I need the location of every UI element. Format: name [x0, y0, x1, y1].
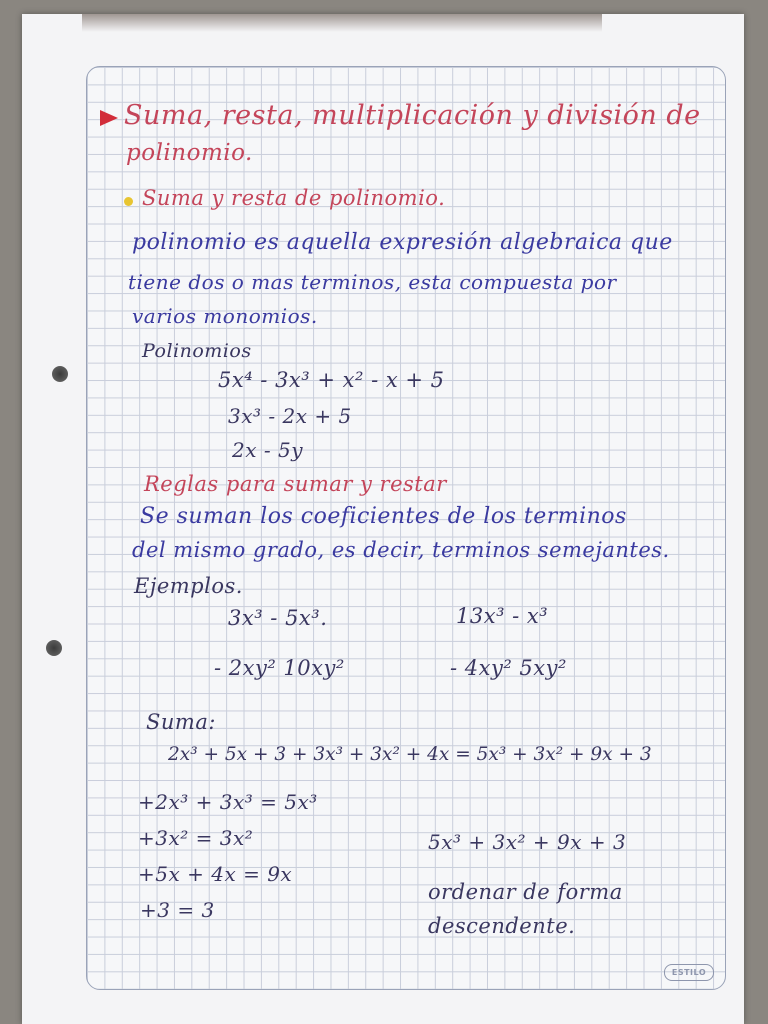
- sum-equation: 2x³ + 5x + 3 + 3x³ + 3x² + 4x = 5x³ + 3x² + 9x + 3: [168, 744, 652, 765]
- title-line-2: polinomio.: [126, 140, 253, 166]
- definition-line-3: varios monomios.: [132, 304, 318, 328]
- polynomial-example-2: 3x³ - 2x + 5: [228, 404, 352, 428]
- red-triangle-bullet-icon: [100, 110, 118, 126]
- sum-step-1: +2x³ + 3x³ = 5x³: [138, 790, 318, 814]
- polynomial-example-1: 5x⁴ - 3x³ + x² - x + 5: [218, 368, 445, 392]
- page-shadow: [82, 14, 602, 32]
- sum-step-2: +3x² = 3x²: [138, 826, 254, 850]
- rules-heading: Reglas para sumar y restar: [144, 472, 447, 496]
- example-2a: - 2xy² 10xy²: [214, 656, 345, 680]
- ejemplos-heading: Ejemplos.: [134, 574, 243, 598]
- title-line-1: Suma, resta, multiplicación y división de: [124, 100, 701, 131]
- sum-result: 5x³ + 3x² + 9x + 3: [428, 830, 627, 854]
- rule-line-1: Se suman los coeficientes de los terminos: [140, 504, 627, 529]
- brand-logo: ESTILO: [664, 964, 714, 981]
- sum-step-3: +5x + 4x = 9x: [138, 862, 293, 886]
- suma-heading: Suma:: [146, 710, 216, 734]
- binder-hole-icon: [46, 640, 62, 656]
- example-2b: - 4xy² 5xy²: [450, 656, 567, 680]
- order-note-1: ordenar de forma: [428, 880, 623, 904]
- definition-line-2: tiene dos o mas terminos, esta compuesta por: [128, 270, 617, 294]
- example-1b: 13x³ - x³: [456, 604, 549, 628]
- binder-hole-icon: [52, 366, 68, 382]
- order-note-2: descendente.: [428, 914, 576, 938]
- rule-line-2: del mismo grado, es decir, terminos semejantes.: [132, 538, 670, 562]
- examples-heading: Polinomios: [142, 340, 252, 362]
- polynomial-example-3: 2x - 5y: [232, 438, 303, 462]
- sum-step-4: +3 = 3: [140, 898, 215, 922]
- yellow-dot-bullet-icon: [124, 197, 133, 206]
- definition-line-1: polinomio es aquella expresión algebraica que: [132, 230, 673, 255]
- subtitle: Suma y resta de polinomio.: [142, 186, 446, 210]
- example-1a: 3x³ - 5x³.: [228, 606, 328, 630]
